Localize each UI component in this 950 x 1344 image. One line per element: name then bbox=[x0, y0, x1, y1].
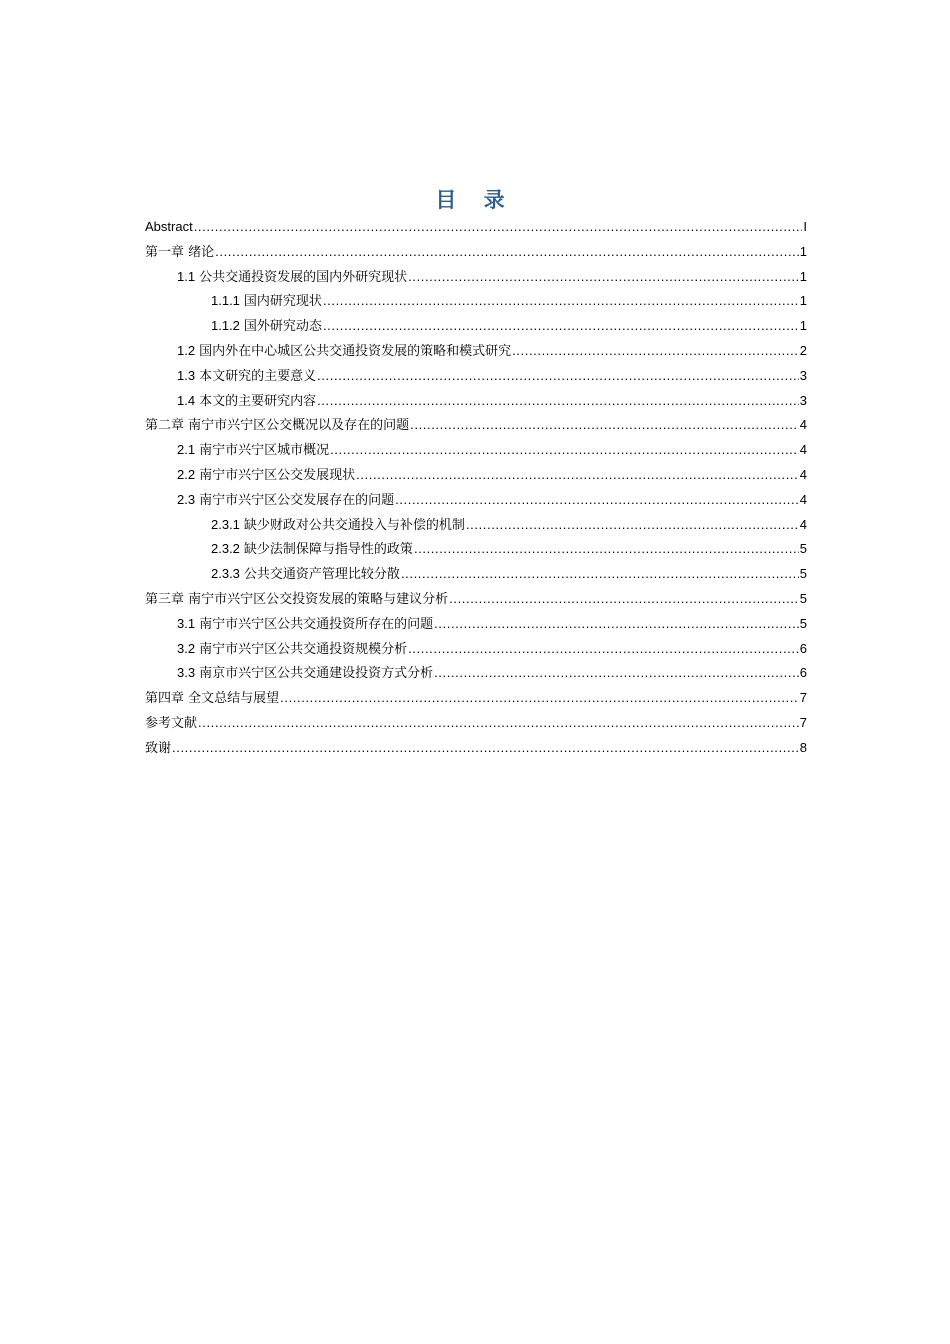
toc-leader-dots bbox=[356, 463, 799, 488]
toc-leader-dots bbox=[410, 413, 799, 438]
toc-leader-dots bbox=[330, 438, 799, 463]
toc-entry-number: 1.3 bbox=[177, 367, 196, 383]
toc-entry-title: Abstract bbox=[145, 219, 193, 234]
toc-entry[interactable] bbox=[145, 389, 807, 414]
toc-leader-dots bbox=[434, 612, 799, 637]
toc-entry-page: 7 bbox=[799, 714, 807, 730]
toc-title: 目 录 bbox=[435, 188, 515, 212]
toc-entry-number: 3.3 bbox=[177, 665, 196, 681]
toc-entry-number: 1.1 bbox=[177, 268, 196, 284]
toc-entry[interactable] bbox=[145, 463, 807, 488]
toc-entry-page: I bbox=[803, 219, 807, 234]
toc-entry-number: 2.2 bbox=[177, 466, 196, 482]
toc-leader-dots bbox=[198, 711, 799, 736]
toc-entry-title: 南宁市兴宁区公共交通投资所存在的问题 bbox=[199, 616, 434, 632]
toc-entry-title: 第二章 南宁市兴宁区公交概况以及存在的问题 bbox=[145, 418, 410, 434]
toc-entry-number: 2.3.2 bbox=[211, 541, 240, 557]
toc-entry-title: 第三章 南宁市兴宁区公交投资发展的策略与建议分析 bbox=[145, 591, 449, 607]
toc-entry[interactable] bbox=[145, 215, 807, 240]
toc-entry[interactable] bbox=[145, 314, 807, 339]
toc-entry-page: 3 bbox=[799, 367, 807, 383]
toc-entry-title: 公共交通投资发展的国内外研究现状 bbox=[199, 269, 408, 285]
toc-entry-title: 第四章 全文总结与展望 bbox=[145, 691, 280, 707]
toc-leader-dots bbox=[172, 736, 799, 761]
toc-entry-title: 国内研究现状 bbox=[243, 294, 322, 310]
toc-entry-title: 南京市兴宁区公共交通建设投资方式分析 bbox=[199, 666, 434, 682]
toc-entry-number: 2.3.1 bbox=[211, 516, 240, 532]
toc-leader-dots bbox=[414, 537, 799, 562]
toc-entry-number: 1.4 bbox=[177, 392, 196, 408]
toc-entry[interactable] bbox=[145, 587, 807, 612]
toc-entry-page: 1 bbox=[799, 293, 807, 309]
toc-entry-page: 2 bbox=[799, 342, 807, 358]
toc-entry[interactable] bbox=[145, 513, 807, 538]
toc-entry-page: 8 bbox=[799, 739, 807, 755]
toc-entry-title: 南宁市兴宁区公交发展现状 bbox=[199, 467, 356, 483]
toc-entry-number: 3.1 bbox=[177, 615, 196, 631]
toc-entry-number: 2.3 bbox=[177, 491, 196, 507]
toc-leader-dots bbox=[280, 686, 799, 711]
toc-entry[interactable] bbox=[145, 686, 807, 711]
toc-entry-number: 1.1.2 bbox=[211, 318, 240, 334]
toc-entry[interactable] bbox=[145, 637, 807, 662]
toc-entry[interactable] bbox=[145, 612, 807, 637]
toc-leader-dots bbox=[408, 637, 799, 662]
toc-leader-dots bbox=[317, 389, 799, 414]
toc-entry-title: 本文的主要研究内容 bbox=[199, 393, 317, 409]
toc-entry-page: 1 bbox=[799, 243, 807, 259]
toc-entry-page: 1 bbox=[799, 268, 807, 284]
toc-entry-number: 3.2 bbox=[177, 640, 196, 656]
toc-entry[interactable] bbox=[145, 537, 807, 562]
toc-entry-page: 5 bbox=[799, 541, 807, 557]
toc-entry[interactable] bbox=[145, 339, 807, 364]
toc-entry-page: 4 bbox=[799, 442, 807, 458]
toc-entry[interactable] bbox=[145, 488, 807, 513]
toc-leader-dots bbox=[466, 513, 799, 538]
toc-entry-title: 第一章 绪论 bbox=[145, 244, 215, 260]
toc-entry-title: 参考文献 bbox=[145, 715, 198, 731]
toc-leader-dots bbox=[323, 289, 799, 314]
toc-entry-page: 5 bbox=[799, 615, 807, 631]
toc-entry-page: 6 bbox=[799, 640, 807, 656]
toc-entry-page: 4 bbox=[799, 516, 807, 532]
toc-leader-dots bbox=[449, 587, 799, 612]
toc-entry[interactable] bbox=[145, 413, 807, 438]
toc-entry[interactable] bbox=[145, 562, 807, 587]
toc-entry-number: 1.1.1 bbox=[211, 293, 240, 309]
toc-entry-title: 致谢 bbox=[145, 740, 172, 756]
toc-entry-title: 国外研究动态 bbox=[243, 319, 322, 335]
toc-leader-dots bbox=[401, 562, 799, 587]
toc-entry[interactable] bbox=[145, 438, 807, 463]
toc-entry[interactable] bbox=[145, 289, 807, 314]
toc-entry-number: 2.1 bbox=[177, 442, 196, 458]
toc-entry-page: 4 bbox=[799, 466, 807, 482]
toc-entry-page: 4 bbox=[799, 491, 807, 507]
toc-entry-title: 缺少财政对公共交通投入与补偿的机制 bbox=[243, 517, 465, 533]
toc-entry-number: 2.3.3 bbox=[211, 566, 240, 582]
toc-entry-title: 南宁市兴宁区城市概况 bbox=[199, 443, 330, 459]
toc-leader-dots bbox=[317, 364, 799, 389]
toc-entry-title: 南宁市兴宁区公交发展存在的问题 bbox=[199, 492, 395, 508]
toc-entry-page: 4 bbox=[799, 417, 807, 433]
toc-entry[interactable] bbox=[145, 240, 807, 265]
toc-leader-dots bbox=[395, 488, 799, 513]
toc-entry[interactable] bbox=[145, 364, 807, 389]
toc-leader-dots bbox=[194, 215, 803, 240]
toc-leader-dots bbox=[512, 339, 799, 364]
toc-entry-page: 7 bbox=[799, 690, 807, 706]
toc-leader-dots bbox=[215, 240, 799, 265]
toc-leader-dots bbox=[323, 314, 799, 339]
toc-entry[interactable] bbox=[145, 661, 807, 686]
toc-entry-title: 南宁市兴宁区公共交通投资规模分析 bbox=[199, 641, 408, 657]
toc-leader-dots bbox=[408, 265, 799, 290]
toc-entry-title: 国内外在中心城区公共交通投资发展的策略和模式研究 bbox=[199, 343, 512, 359]
toc-entry-page: 5 bbox=[799, 566, 807, 582]
toc-entry[interactable] bbox=[145, 711, 807, 736]
toc-entry-title: 本文研究的主要意义 bbox=[199, 368, 317, 384]
toc-entry-page: 3 bbox=[799, 392, 807, 408]
toc-leader-dots bbox=[434, 661, 799, 686]
toc-entry-page: 5 bbox=[799, 590, 807, 606]
toc-entry-page: 1 bbox=[799, 318, 807, 334]
toc-entry[interactable] bbox=[145, 265, 807, 290]
toc-entry-number: 1.2 bbox=[177, 342, 196, 358]
toc-entry[interactable] bbox=[145, 736, 807, 761]
table-of-contents bbox=[145, 215, 807, 761]
toc-entry-page: 6 bbox=[799, 665, 807, 681]
toc-entry-title: 缺少法制保障与指导性的政策 bbox=[243, 542, 413, 558]
toc-entry-title: 公共交通资产管理比较分散 bbox=[243, 567, 400, 583]
